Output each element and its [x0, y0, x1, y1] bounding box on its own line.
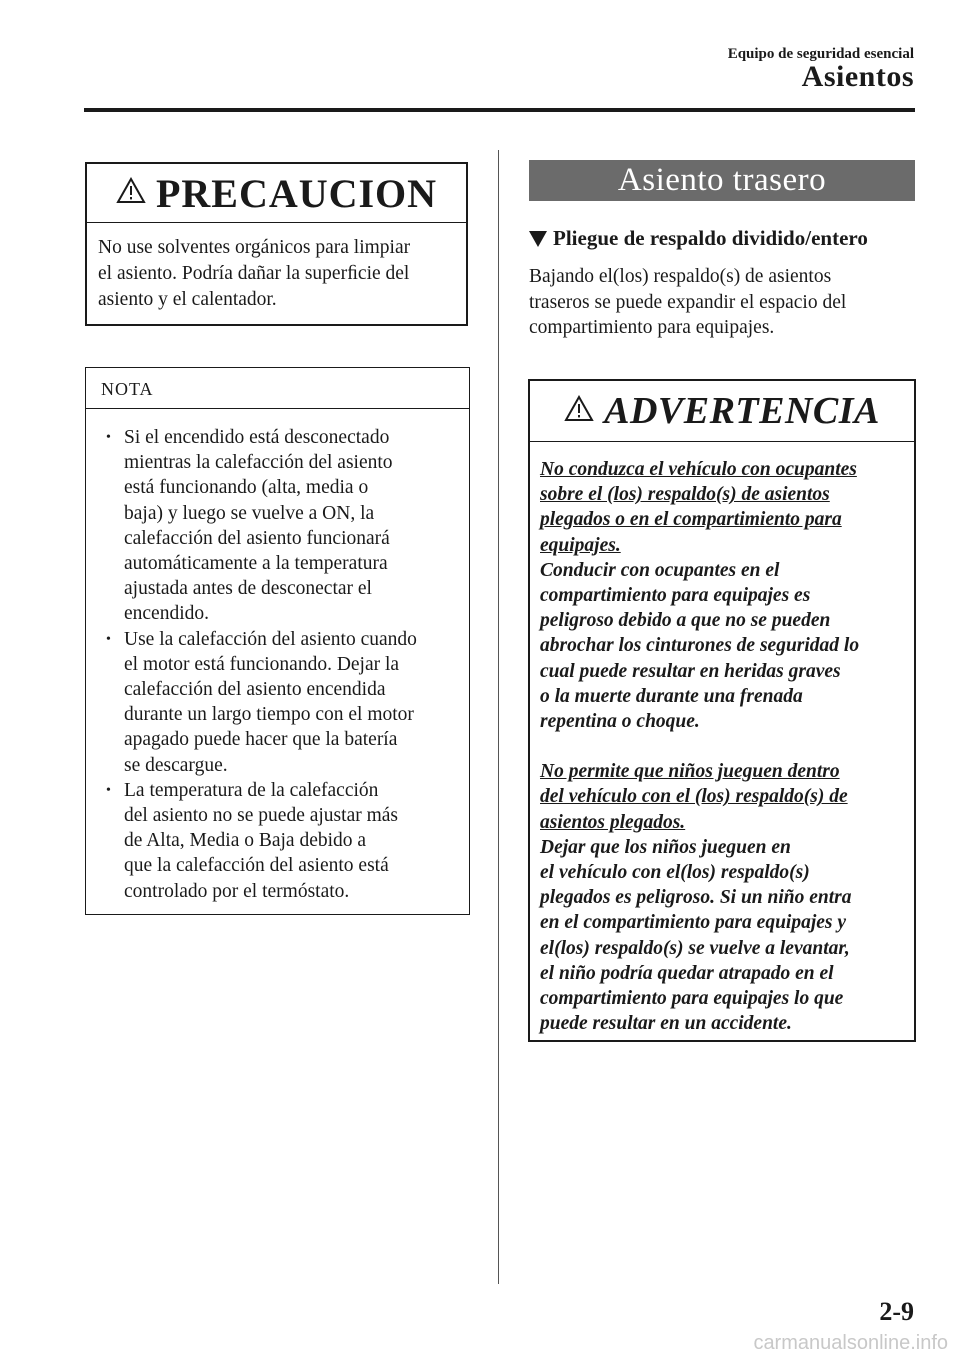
- note-line: automáticamente a la temperatura: [124, 553, 388, 575]
- bullet-icon: •: [106, 631, 111, 647]
- paragraph-gap: [540, 734, 908, 759]
- note-line: calefacción del asiento funcionará: [124, 527, 390, 549]
- warning-line: repentina o choque.: [540, 711, 700, 733]
- caution-box: [85, 162, 468, 326]
- note-item: [86, 425, 469, 627]
- note-line: ajustada antes de desconectar el: [124, 578, 372, 600]
- caution-line: asiento y el calentador.: [98, 289, 277, 310]
- warning-line: en el compartimiento para equipajes y: [540, 912, 847, 934]
- bullet-icon: •: [106, 430, 111, 445]
- warning-line: el vehículo con el(los) respaldo(s): [540, 862, 810, 884]
- note-line: que la calefacción del asiento está: [124, 855, 389, 877]
- page-number: 2-9: [879, 1297, 914, 1326]
- intro-line: Bajando el(los) respaldo(s) de asientos: [529, 266, 832, 287]
- section-heading-bar: Asiento trasero: [529, 160, 915, 201]
- subheading: [529, 226, 868, 251]
- note-line: Si el encendido está desconectado: [124, 427, 390, 448]
- note-line: durante un largo tiempo con el motor: [124, 704, 414, 726]
- header-section-label: Equipo de seguridad esencial: [727, 46, 914, 62]
- note-line: calefacción del asiento encendida: [124, 679, 386, 701]
- warning-line: Conducir con ocupantes en el: [540, 559, 780, 581]
- note-line: del asiento no se puede ajustar más: [124, 805, 398, 827]
- note-box: [85, 367, 470, 915]
- note-line: apagado puede hacer que la batería: [124, 729, 398, 751]
- watermark: carmanualsonline.info: [753, 1332, 948, 1354]
- triangle-down-icon: [529, 231, 547, 247]
- warning-line: equipajes.: [540, 534, 621, 556]
- note-line: Use la calefacción del asiento cuando: [124, 628, 417, 650]
- warning-header: [530, 381, 914, 442]
- note-line: encendido.: [124, 603, 210, 625]
- warning-line: compartimiento para equipajes es: [540, 585, 811, 607]
- note-item: [86, 778, 469, 904]
- warning-line: cual puede resultar en heridas graves: [540, 660, 841, 682]
- note-line: controlado por el termóstato.: [124, 880, 350, 902]
- warning-title: ADVERTENCIA: [604, 390, 880, 432]
- intro-line: traseros se puede expandir el espacio del: [529, 291, 847, 313]
- intro-line: compartimiento para equipajes.: [529, 317, 775, 338]
- subheading-text: Pliegue de respaldo dividido/entero: [553, 226, 868, 250]
- warning-line: del vehículo con el (los) respaldo(s) de: [540, 786, 848, 808]
- column-divider: [498, 150, 499, 1284]
- page-title: Asientos: [801, 60, 914, 93]
- warning-text: [530, 442, 914, 1036]
- caution-header: [87, 164, 466, 223]
- warning-line: Dejar que los niños jueguen en: [540, 836, 791, 858]
- warning-line: abrochar los cinturones de seguridad lo: [540, 635, 860, 657]
- caution-title: PRECAUCION: [155, 170, 438, 216]
- note-line: La temperatura de la calefacción: [124, 779, 379, 801]
- warning-line: o la muerte durante una frenada: [540, 685, 803, 707]
- note-line: de Alta, Media o Baja debido a: [124, 830, 367, 852]
- warning-line: plegados es peligroso. Si un niño entra: [540, 887, 852, 909]
- bullet-icon: •: [106, 782, 111, 798]
- warning-line: el(los) respaldo(s) se vuelve a levantar,: [540, 937, 850, 959]
- warning-line: asientos plegados.: [540, 811, 686, 833]
- note-line: baja) y luego se vuelve a ON, la: [124, 502, 375, 524]
- warning-line: No permite que niños jueguen dentro: [540, 761, 840, 783]
- warning-triangle-icon: [564, 395, 594, 427]
- note-line: está funcionando (alta, media o: [124, 477, 369, 499]
- note-list: [86, 409, 469, 904]
- caution-line: el asiento. Podría dañar la superﬁcie del: [98, 263, 410, 284]
- note-item: [86, 627, 469, 778]
- warning-line: el niño podría quedar atrapado en el: [540, 962, 834, 984]
- note-title: NOTA: [86, 368, 469, 409]
- warning-triangle-icon: [116, 177, 146, 209]
- warning-line: peligroso debido a que no se pueden: [540, 610, 831, 632]
- caution-text: [87, 223, 466, 313]
- caution-line: No use solventes orgánicos para limpiar: [98, 237, 411, 258]
- warning-box: [528, 379, 916, 1042]
- note-line: mientras la calefacción del asiento: [124, 452, 393, 474]
- header-divider: [84, 108, 915, 112]
- warning-line: No conduzca el vehículo con ocupantes: [540, 459, 857, 480]
- warning-line: compartimiento para equipajes lo que: [540, 988, 844, 1010]
- intro-paragraph: [529, 264, 909, 341]
- note-line: se descargue.: [124, 754, 228, 776]
- warning-line: sobre el (los) respaldo(s) de asientos: [540, 484, 830, 506]
- warning-line: plegados o en el compartimiento para: [540, 509, 842, 531]
- warning-line: puede resultar en un accidente.: [540, 1013, 792, 1035]
- note-line: el motor está funcionando. Dejar la: [124, 653, 400, 675]
